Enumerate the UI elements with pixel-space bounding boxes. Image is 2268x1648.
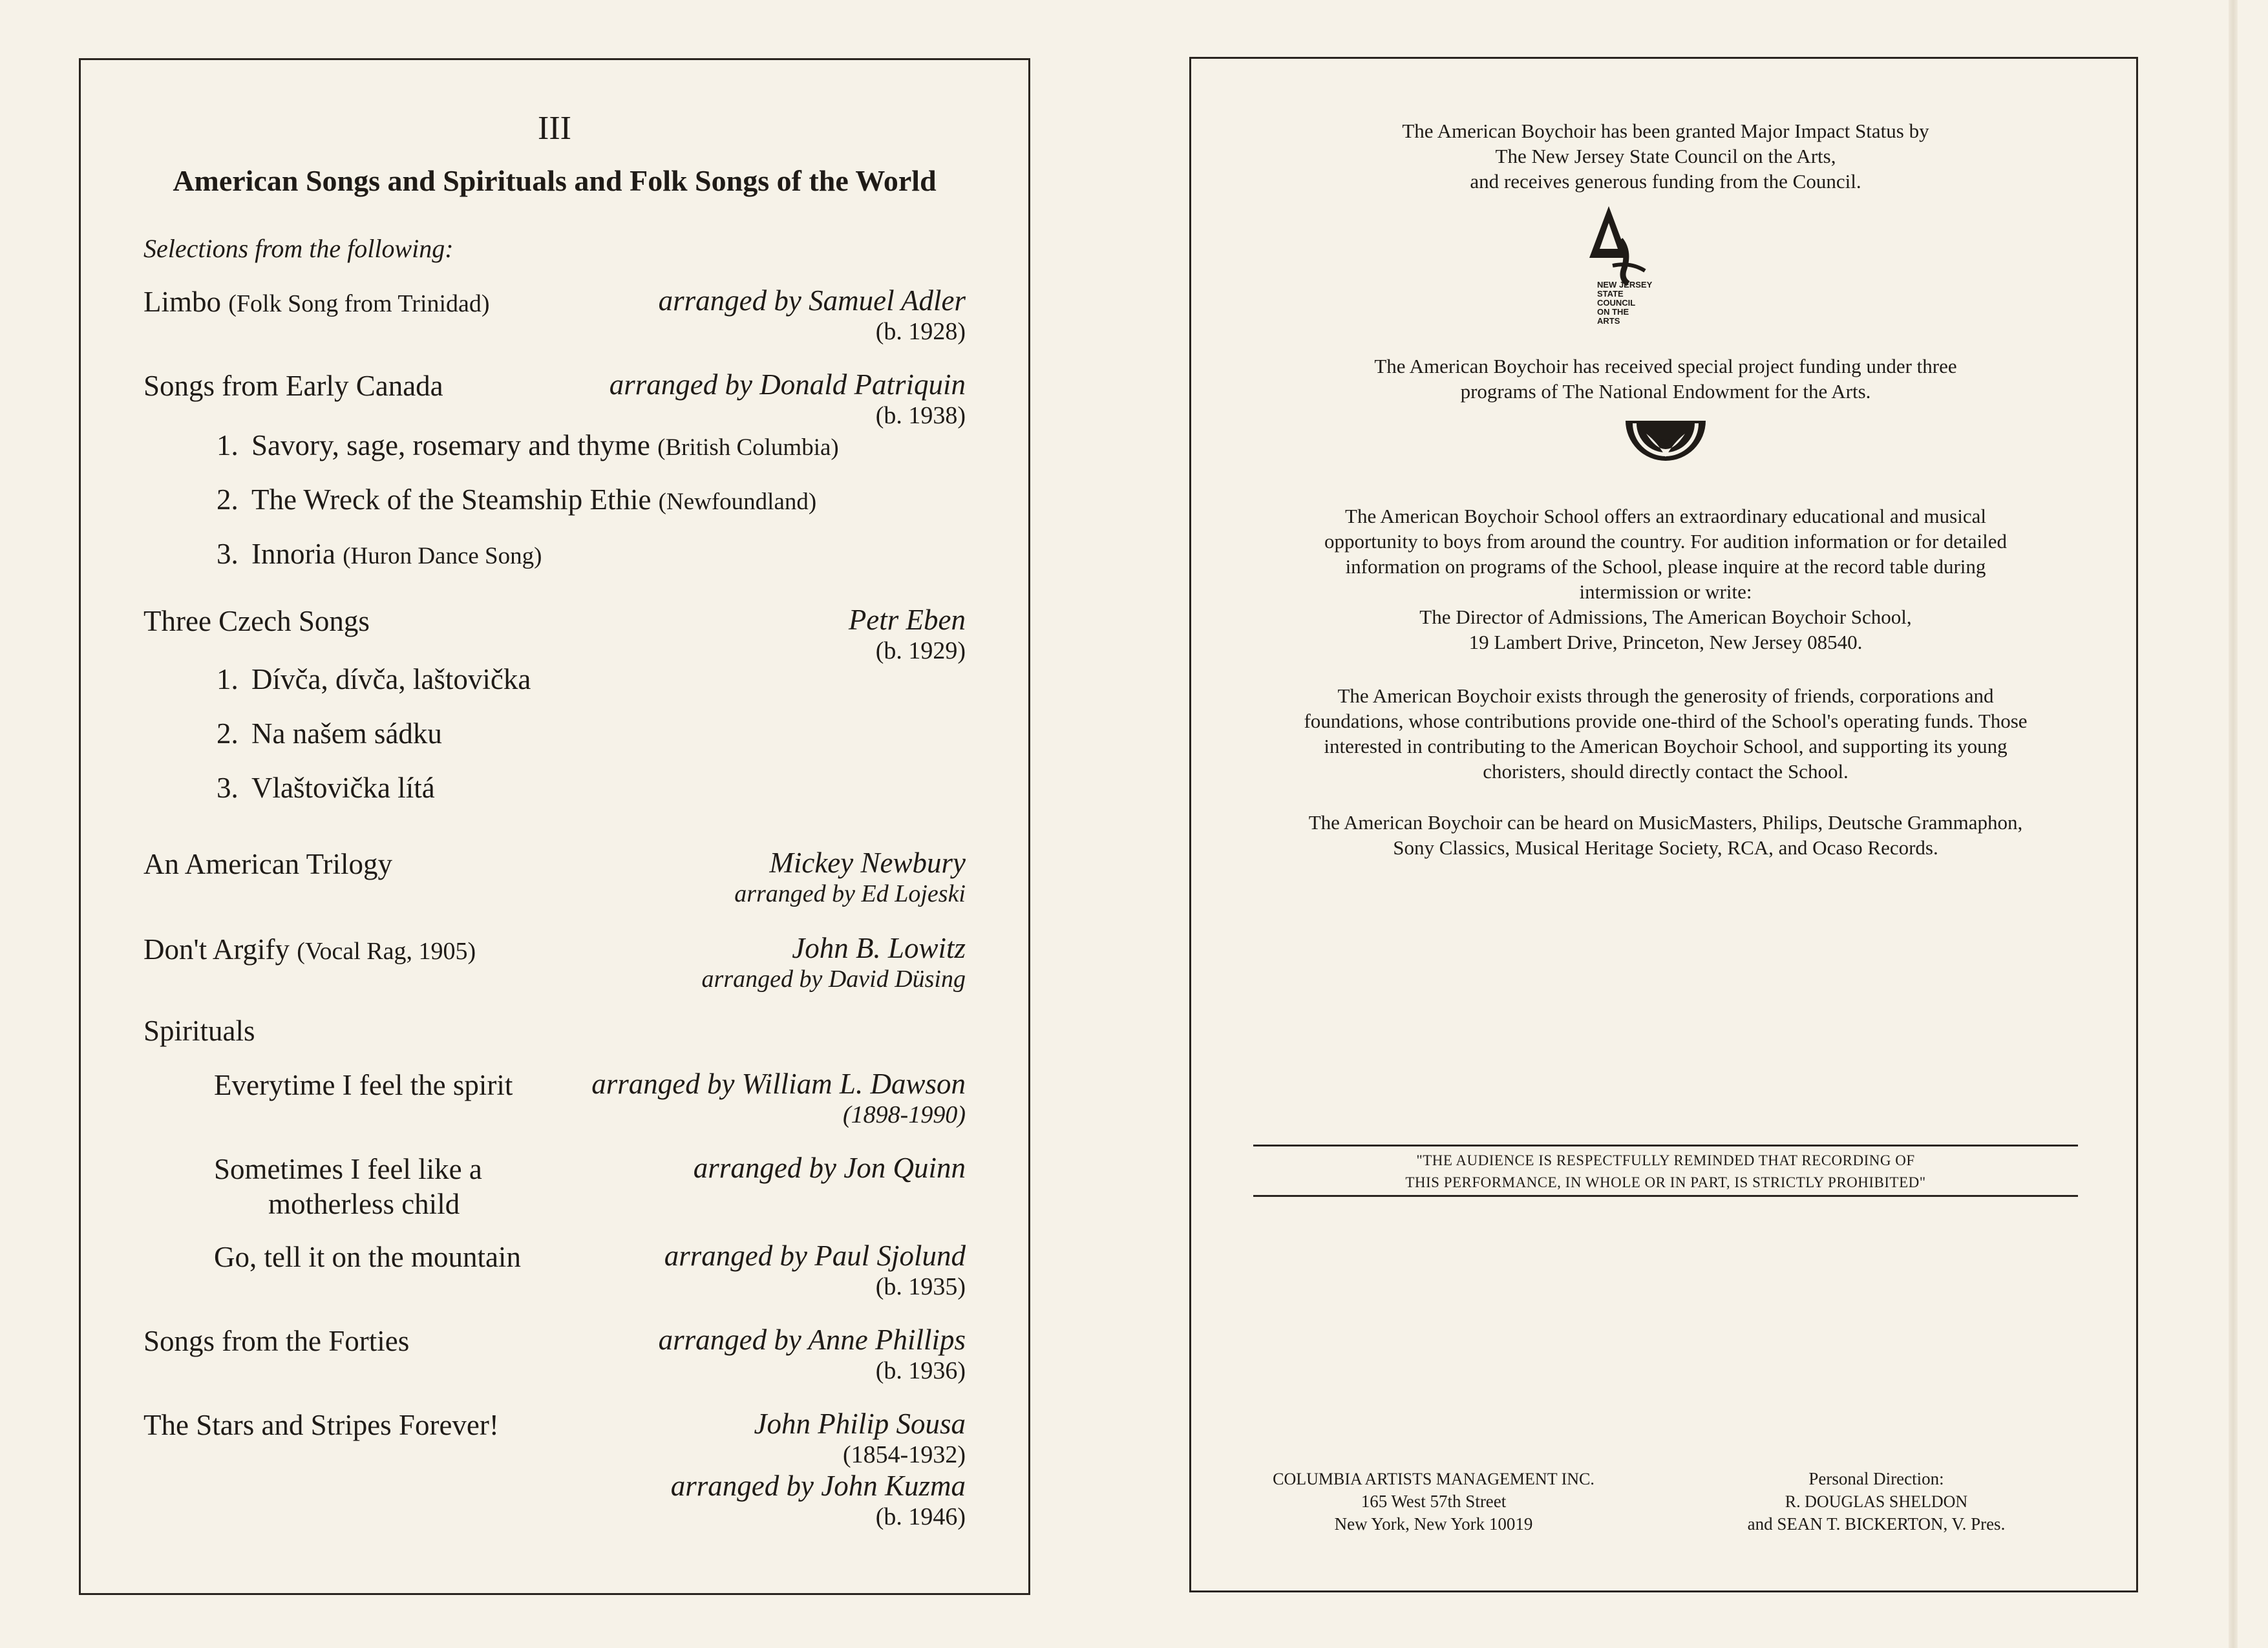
sometimes-attribution — [694, 1151, 966, 1185]
section-title: American Songs and Spirituals and Folk Songs of the World — [173, 164, 937, 197]
nj-state-council-logo — [1583, 206, 1686, 339]
school-statement: The American Boychoir School offers an extraordinary educational and musical opportunity to boys from around the country. For audition information or for detailed information on programs of the School, please inquire at the record table during intermission or write: The Director of Admissions, The American Boychoir School, 19 Lambert Drive, Princeton, New Jersey 08540. — [1324, 505, 2008, 653]
piece-songs-from-early-canada: Songs from Early Canada — [143, 370, 443, 402]
nea-logo — [1620, 414, 1711, 482]
generosity-statement: The American Boychoir exists through the generosity of friends, corporations and foundations, whose contributions provide one-third of the School's operating funds. Those interested in contributing to the American Boychoir School, and supporting its young choristers, should directly contact the School. — [1304, 684, 2028, 783]
notice-rule-top — [1253, 1145, 2078, 1146]
composer: Petr Eben — [848, 604, 966, 636]
svg-text:COUNCIL: COUNCIL — [1597, 298, 1636, 308]
dates: (b. 1936) — [875, 1357, 966, 1384]
piece-origin: (Folk Song from Trinidad) — [228, 290, 490, 317]
canada-song-3: 3. Innoria (Huron Dance Song) — [217, 538, 542, 570]
svg-text:NEW JERSEY: NEW JERSEY — [1597, 280, 1653, 290]
composer: John B. Lowitz — [792, 932, 966, 964]
record-labels-statement: The American Boychoir can be heard on MusicMasters, Philips, Deutsche Grammaphon, Sony Classics, Musical Heritage Society, RCA, and Ocaso Records. — [1308, 811, 2023, 859]
arranger: arranged by William L. Dawson — [591, 1068, 966, 1100]
piece-sometimes-line1: Sometimes I feel like a — [214, 1153, 482, 1185]
piece-sometimes-line2: motherless child — [268, 1188, 460, 1220]
czech-song-3: 3. Vlaštovička lítá — [217, 772, 435, 804]
czech-song-1: 1. Dívča, dívča, laštovička — [217, 663, 531, 695]
arranger: arranged by Paul Sjolund — [664, 1240, 966, 1272]
dates: (b. 1935) — [875, 1273, 966, 1300]
composer: Mickey Newbury — [769, 847, 966, 879]
everytime-attribution — [591, 1067, 966, 1129]
selections-note: Selections from the following: — [143, 234, 454, 263]
go-tell-attribution — [664, 1239, 966, 1301]
program-right-panel — [1189, 57, 2138, 1592]
czech-song-2: 2. Na našem sádku — [217, 717, 442, 750]
piece-title: Limbo — [143, 286, 221, 318]
forties-attribution — [659, 1323, 966, 1385]
svg-text:STATE: STATE — [1597, 289, 1624, 299]
argify-attribution — [702, 931, 966, 993]
nea-statement: The American Boychoir has received special project funding under three programs of The National Endowment for the Arts. — [1374, 355, 1957, 403]
canada-song-1: 1. Savory, sage, rosemary and thyme (British Columbia) — [217, 429, 839, 461]
svg-text:ON THE: ON THE — [1597, 307, 1629, 317]
piece-title: Don't Argify — [143, 933, 290, 966]
arranger: arranged by David Düsing — [701, 966, 966, 993]
dates: (1854-1932) — [843, 1441, 966, 1468]
czech-attribution — [849, 603, 966, 665]
arranger: arranged by Donald Patriquin — [609, 368, 966, 401]
svg-text:ARTS: ARTS — [1597, 316, 1620, 326]
arranger: arranged by Jon Quinn — [693, 1152, 966, 1184]
dates: (1898-1990) — [843, 1101, 966, 1128]
dates: (b. 1928) — [875, 318, 966, 345]
piece-three-czech-songs: Three Czech Songs — [143, 605, 370, 637]
spirituals-heading: Spirituals — [143, 1015, 255, 1047]
piece-stars-and-stripes: The Stars and Stripes Forever! — [143, 1409, 499, 1441]
program-left-panel — [79, 58, 1030, 1595]
piece-american-trilogy: An American Trilogy — [143, 848, 393, 880]
dates: (b. 1929) — [875, 637, 966, 664]
arranger: arranged by Samuel Adler — [658, 284, 966, 317]
piece-dont-argify — [143, 933, 476, 966]
page-fold — [2229, 0, 2238, 1648]
stars-attribution — [671, 1407, 966, 1531]
recording-notice: "THE AUDIENCE IS RESPECTFULLY REMINDED THAT RECORDING OF THIS PERFORMANCE, IN WHOLE OR IN PART, IS STRICTLY PROHIBITED" — [1405, 1152, 1926, 1190]
trilogy-attribution — [734, 846, 966, 908]
notice-rule-bottom — [1253, 1195, 2078, 1197]
section-number: III — [538, 110, 571, 147]
arranger: arranged by Anne Phillips — [658, 1324, 966, 1356]
piece-everytime: Everytime I feel the spirit — [214, 1069, 513, 1101]
canada-song-2: 2. The Wreck of the Steamship Ethie (Newfoundland) — [217, 483, 817, 516]
arranger: arranged by Ed Lojeski — [734, 880, 966, 907]
dates: (b. 1946) — [875, 1503, 966, 1530]
dates: (b. 1938) — [875, 402, 966, 429]
management-address: COLUMBIA ARTISTS MANAGEMENT INC. 165 West 57th Street New York, New York 10019 — [1273, 1470, 1595, 1534]
limbo-attribution — [659, 284, 966, 346]
major-impact-statement: The American Boychoir has been granted Major Impact Status by The New Jersey State Council on the Arts, and receives generous funding from the Council. — [1402, 120, 1929, 193]
piece-songs-from-forties: Songs from the Forties — [143, 1325, 410, 1357]
piece-note: (Vocal Rag, 1905) — [297, 938, 476, 965]
arranger: arranged by John Kuzma — [670, 1470, 966, 1502]
composer: John Philip Sousa — [754, 1408, 966, 1440]
canada-attribution — [609, 368, 966, 430]
piece-limbo — [143, 285, 490, 319]
personal-direction: Personal Direction: R. DOUGLAS SHELDON and SEAN T. BICKERTON, V. Pres. — [1747, 1469, 2006, 1534]
piece-go-tell: Go, tell it on the mountain — [214, 1241, 521, 1273]
